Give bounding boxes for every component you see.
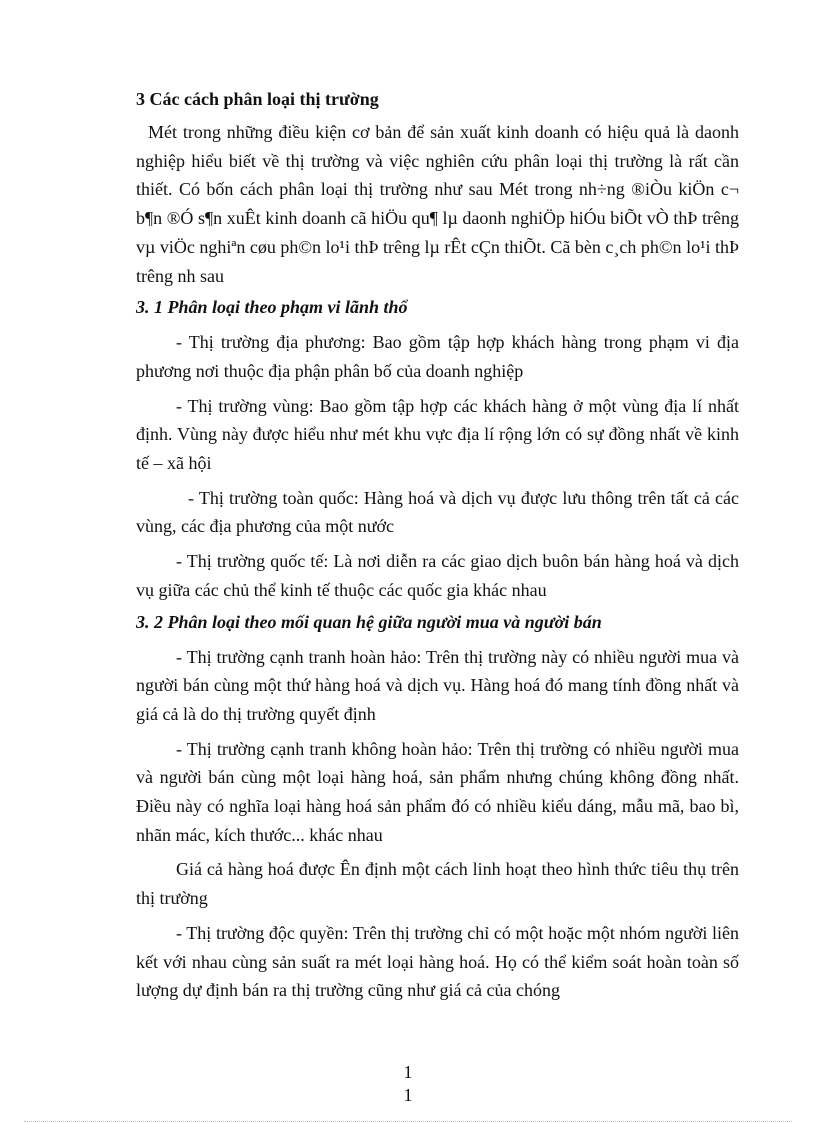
list-item: - Thị trường độc quyền: Trên thị trường chỉ có một hoặc một nhóm người liên kết với nhau cùng sản suất ra mét loại hàng hoá. Họ có thể kiểm soát hoàn toàn số lượng dự định bán ra thị trường cũng như giá cả của chóng [136,922,739,1001]
list-item: Giá cả hàng hoá được Ên định một cách linh hoạt theo hình thức tiêu thụ trên thị trường [136,859,739,909]
list-item: - Thị trường vùng: Bao gồm tập hợp các khách hàng ở một vùng địa lí nhất định. Vùng này được hiểu như mét khu vực địa lí rộng lớn có sự đồng nhất về kinh tế – xã hội [136,395,739,474]
list-item: - Thị trường cạnh tranh hoàn hảo: Trên thị trường này có nhiều người mua và người bán cùng một thứ hàng hoá và dịch vụ. Hàng hoá đó mang tính đồng nhất và giá cả là do thị trường quyết định [136,646,739,724]
subsection-title-2: 3. 2 Phân loại theo mối quan hệ giữa người mua và người bán [136,611,602,632]
list-item: - Thị trường toàn quốc: Hàng hoá và dịch vụ được lưu thông trên tất cả các vùng, các địa phương của một nước [136,487,739,537]
list-item: - Thị trường cạnh tranh không hoàn hảo: Trên thị trường có nhiều người mua và người bán cùng một loại hàng hoá, sản phẩm nhưng chúng không đồng nhất. Điều này có nghĩa loại hàng hoá sản phẩm đó có nhiều kiểu dáng, mẫu mã, bao bì, nhãn mác, kích thước... khác nhau [136,738,739,845]
page-number-repeat: 1 [403,1085,413,1105]
page-number: 1 [403,1062,413,1082]
section-heading: 3 Các cách phân loại thị trường [136,89,379,109]
intro-paragraph: Mét trong những điều kiện cơ bản để sản xuất kinh doanh có hiệu quả là daonh nghiệp hiểu biết về thị trường và việc nghiên cứu phân loại thị trường là rất cần thiết. Có bốn cách phân loại thị trường như sau Mét trong nh÷ng ®iÒu kiÖn c¬ b¶n ®Ó s¶n xuÊt kinh doanh cã hiÖu qu¶ lµ daonh nghiÖp hiÓu biÕt vÒ thÞ trêng vµ viÖc nghiªn cøu ph©n lo¹i thÞ trêng lµ rÊt cÇn thiÕt. Cã bèn c¸ch ph©n lo¹i thÞ trêng nh sau [136,122,739,286]
page-bottom-divider [24,1121,792,1122]
document-body [136,88,739,1011]
subsection-title-1: 3. 1 Phân loại theo phạm vi lãnh thổ [136,297,408,318]
list-item: - Thị trường địa phương: Bao gồm tập hợp khách hàng trong phạm vi địa phương nơi thuộc địa phận phân bố của doanh nghiệp [136,332,739,381]
list-item: - Thị trường quốc tế: Là nơi diễn ra các giao dịch buôn bán hàng hoá và dịch vụ giữa các chủ thể kinh tế thuộc các quốc gia khác nhau [136,551,739,600]
